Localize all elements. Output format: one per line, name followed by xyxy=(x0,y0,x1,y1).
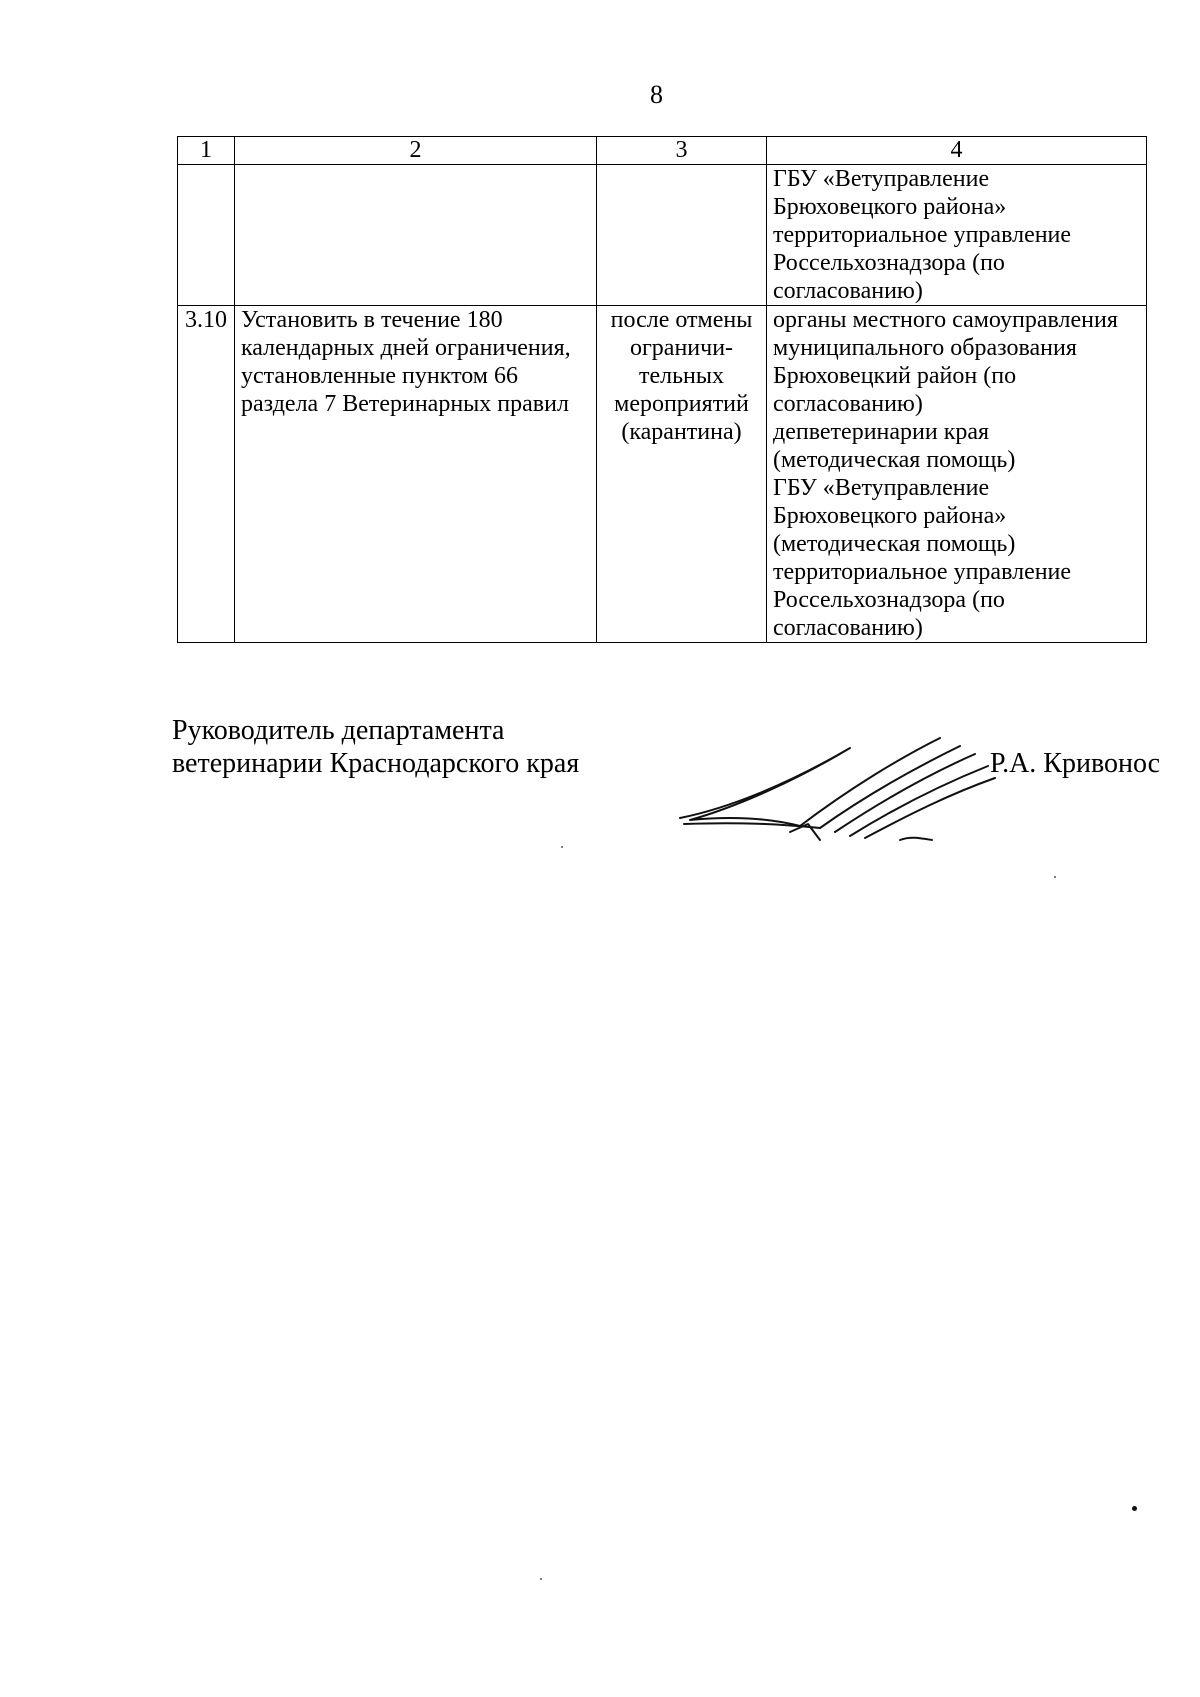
table-row xyxy=(178,165,1147,306)
header-cell-2: 2 xyxy=(235,137,597,165)
handwritten-signature xyxy=(670,728,1010,848)
measures-table xyxy=(177,136,1147,643)
deadline-cell xyxy=(597,165,767,306)
measure-cell xyxy=(235,165,597,306)
page-number: 8 xyxy=(650,80,663,109)
row-number-cell: 3.10 xyxy=(178,306,235,643)
header-cell-1: 1 xyxy=(178,137,235,165)
scan-speck xyxy=(1054,876,1056,878)
deadline-cell: после отмены ограничи- тельных мероприятий (карантина) xyxy=(597,306,767,643)
responsible-cell: органы местного самоуправления муниципального образования Брюховецкий район (по согласованию) депветеринарии края (методическая помощь) ГБУ «Ветуправление Брюховецкого района» (методическая помощь) территориальное управление Россельхознадзора (по согласованию) xyxy=(767,306,1147,643)
table-header-row xyxy=(178,137,1147,165)
header-cell-4: 4 xyxy=(767,137,1147,165)
header-cell-3: 3 xyxy=(597,137,767,165)
scan-speck xyxy=(540,1578,542,1580)
responsible-cell: ГБУ «Ветуправление Брюховецкого района» территориальное управление Россельхознадзора (по согласованию) xyxy=(767,165,1147,306)
signer-name: Р.А. Кривонос xyxy=(990,748,1161,779)
row-number-cell xyxy=(178,165,235,306)
table-row xyxy=(178,306,1147,643)
measure-cell: Установить в течение 180 календарных дней ограничения, установленные пунктом 66 раздела 7 Ветеринарных правил xyxy=(235,306,597,643)
signer-position: Руководитель департамента ветеринарии Краснодарского края xyxy=(172,715,580,779)
scan-speck xyxy=(1132,1506,1137,1511)
scan-speck xyxy=(561,846,563,848)
